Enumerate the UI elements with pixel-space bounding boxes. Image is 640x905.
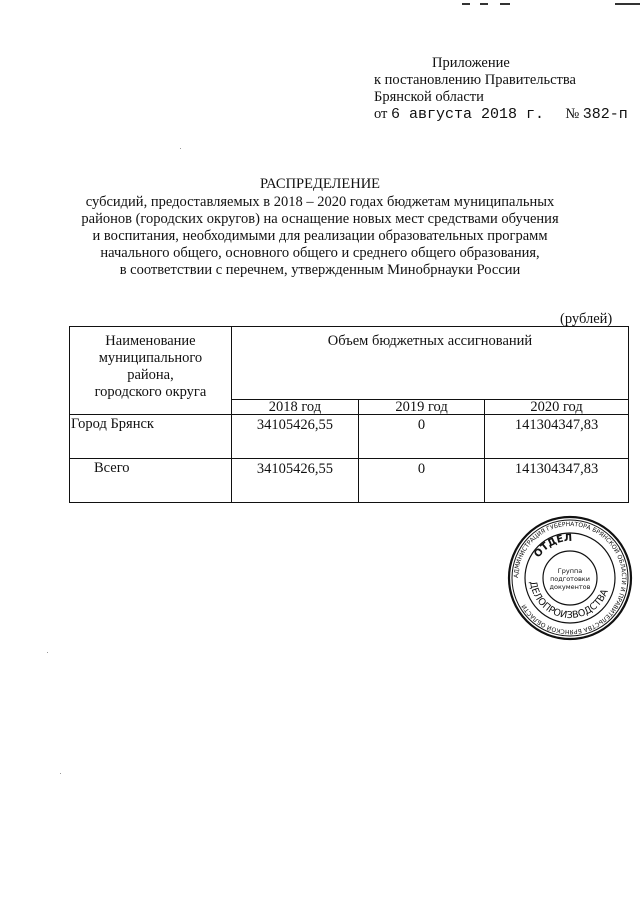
budget-column-header: Объем бюджетных ассигнований <box>231 327 628 400</box>
year-header-2018: 2018 год <box>231 400 358 415</box>
scan-edge-mark <box>500 3 510 5</box>
municipality-column-header: Наименование муниципального района, городского округа <box>70 327 232 415</box>
amount-2018: 34105426,55 <box>231 415 358 459</box>
title-line-5: в соответствии с перечнем, утвержденным Минобрнауки России <box>119 262 521 278</box>
title-line-4: начального общего, основного общего и среднего общего образования, <box>100 245 540 261</box>
resolution-number: 382-п <box>582 106 628 123</box>
total-label: Всего <box>70 459 232 503</box>
scan-speck <box>47 652 48 653</box>
total-2020: 141304347,83 <box>485 459 629 503</box>
title-line-1: субсидий, предоставляемых в 2018 – 2020 годах бюджетам муниципальных <box>85 194 555 210</box>
scan-speck <box>60 773 61 774</box>
amount-2020: 141304347,83 <box>485 415 629 459</box>
stamp-department-text: ОТДЕЛ <box>532 532 573 560</box>
amount-2019: 0 <box>358 415 484 459</box>
units-label: (рублей) <box>560 311 613 327</box>
scan-speck <box>180 148 181 149</box>
year-header-2019: 2019 год <box>358 400 484 415</box>
scan-edge-mark <box>480 3 488 5</box>
region-name: Брянской области <box>374 89 484 105</box>
resolution-date-line <box>374 106 628 123</box>
stamp-center-line-3: документов <box>549 583 591 591</box>
title-line-3: и воспитания, необходимыми для реализации образовательных программ <box>92 228 548 244</box>
year-header-2020: 2020 год <box>485 400 629 415</box>
number-label: № <box>565 106 580 122</box>
table-row-total <box>70 459 629 503</box>
document-title: РАСПРЕДЕЛЕНИЕ <box>259 176 381 192</box>
title-line-2: районов (городских округов) на оснащение новых мест средствами обучения <box>81 211 559 227</box>
stamp-records-text: ДЕЛОПРОИЗВОДСТВА <box>527 580 611 622</box>
total-2018: 34105426,55 <box>231 459 358 503</box>
stamp-outer-ring-text: АДМИНИСТРАЦИЯ ГУБЕРНАТОРА БРЯНСКОЙ ОБЛАСТИ И ПРАВИТЕЛЬСТВА БРЯНСКОЙ ОБЛАСТИ <box>512 520 628 636</box>
date-prefix: от <box>374 106 388 122</box>
appendix-label: Приложение <box>432 55 510 71</box>
scan-edge-mark <box>462 3 470 5</box>
subsidy-table <box>69 326 629 503</box>
table-row <box>70 415 629 459</box>
stamp-center-line-2: подготовки <box>550 575 590 583</box>
resolution-date: 6 августа 2018 г. <box>391 106 545 123</box>
official-stamp <box>507 515 633 641</box>
total-2019: 0 <box>358 459 484 503</box>
scan-edge-mark <box>615 3 640 5</box>
municipality-name: Город Брянск <box>70 415 232 459</box>
resolution-reference: к постановлению Правительства <box>374 72 576 88</box>
stamp-center-line-1: Группа <box>557 567 583 575</box>
